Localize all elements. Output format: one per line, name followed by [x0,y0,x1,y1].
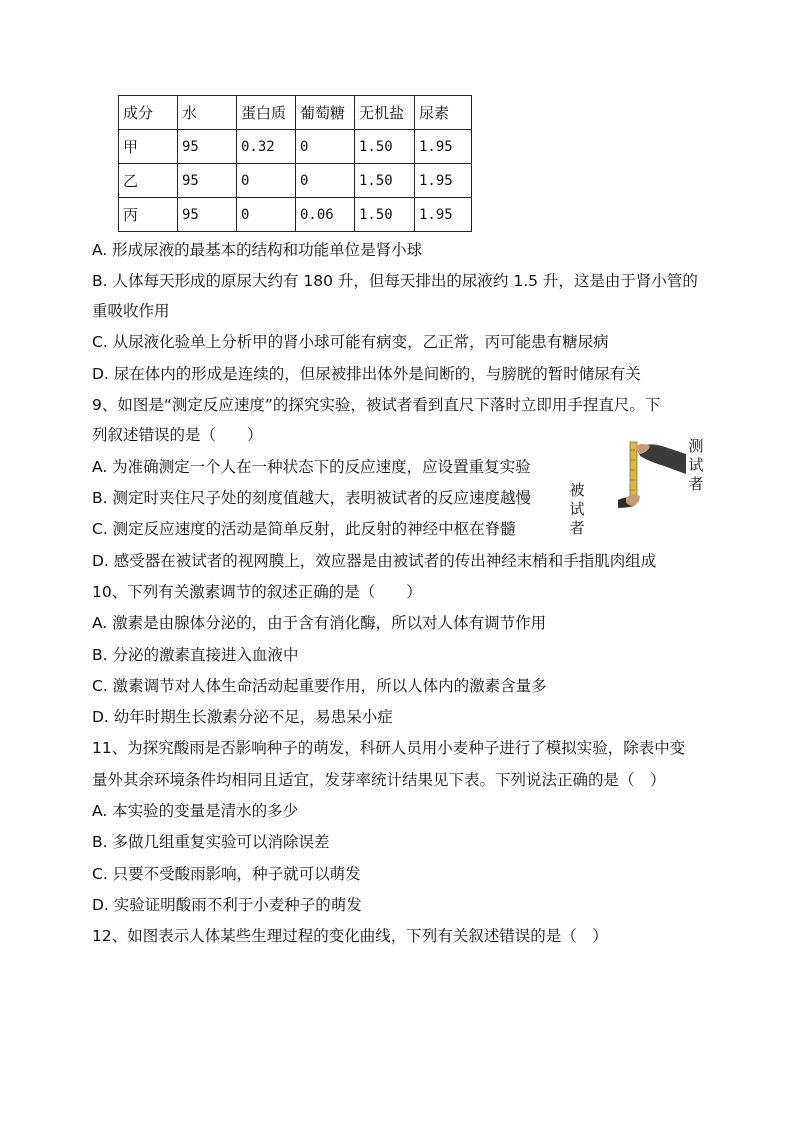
q11-stem: 11、为探究酸雨是否影响种子的萌发，科研人员用小麦种子进行了模拟实验，除表中变 [92,739,686,757]
table-cell: 0 [296,164,355,198]
q8-option-d: D. 尿在体内的形成是连续的，但尿被排出体外是间断的，与膀胱的暂时储尿有关 [92,365,641,383]
q12-stem: 12、如图表示人体某些生理过程的变化曲线，下列有关叙述错误的是（ ） [92,927,608,945]
label-subject: 被试者 [569,481,585,537]
q8-option-b: B. 人体每天形成的原尿大约有 180 升，但每天排出的尿液约 1.5 升，这是由于肾小管的 [92,272,698,290]
q10-option-b: B. 分泌的激素直接进入血液中 [92,646,299,664]
header-cell: 水 [178,96,237,130]
table-cell: 1.95 [415,198,472,232]
table-cell: 1.50 [355,198,415,232]
table-cell: 甲 [119,130,178,164]
table-cell: 0.06 [296,198,355,232]
table-cell: 0 [237,198,296,232]
q10-option-a: A. 激素是由腺体分泌的，由于含有消化酶，所以对人体有调节作用 [92,614,547,632]
q9-stem: 9、如图是“测定反应速度”的探究实验，被试者看到直尺下落时立即用手捏直尺。下 [92,396,661,414]
table-cell: 1.50 [355,164,415,198]
q9-option-c: C. 测定反应速度的活动是简单反射，此反射的神经中枢在脊髓 [92,520,516,538]
q9-option-b: B. 测定时夹住尺子处的刻度值越大，表明被试者的反应速度越慢 [92,489,531,507]
label-tester: 测试者 [688,437,704,493]
q8-option-c: C. 从尿液化验单上分析甲的肾小球可能有病变，乙正常，丙可能患有糖尿病 [92,333,609,351]
header-cell: 葡萄糖 [296,96,355,130]
header-cell: 成分 [119,96,178,130]
table-cell: 0 [237,164,296,198]
table-cell: 95 [178,198,237,232]
q9-stem-cont: 列叙述错误的是（ ） [92,426,263,444]
table-row [119,198,472,232]
q11-stem-cont: 量外其余环境条件均相同且适宜，发芽率统计结果见下表。下列说法正确的是（ ） [92,771,666,789]
q11-option-d: D. 实验证明酸雨不利于小麦种子的萌发 [92,896,362,914]
table-cell: 乙 [119,164,178,198]
q10-option-d: D. 幼年时期生长激素分泌不足，易患呆小症 [92,708,393,726]
table-cell: 1.95 [415,164,472,198]
subject-hand-shape [626,494,640,506]
table-cell: 0.32 [237,130,296,164]
q11-option-a: A. 本实验的变量是清水的多少 [92,802,299,820]
table-cell: 丙 [119,198,178,232]
table-cell: 95 [178,130,237,164]
table-header-row [119,96,472,130]
q10-stem: 10、下列有关激素调节的叙述正确的是（ ） [92,583,422,601]
q9-option-d: D. 感受器在被试者的视网膜上，效应器是由被试者的传出神经末梢和手指肌肉组成 [92,552,657,570]
table-cell: 95 [178,164,237,198]
q8-option-b-cont: 重吸收作用 [92,302,170,320]
urine-composition-table [118,95,472,232]
q11-option-c: C. 只要不受酸雨影响，种子就可以萌发 [92,865,361,883]
q9-option-a: A. 为准确测定一个人在一种状态下的反应速度，应设置重复实验 [92,458,531,476]
table-row [119,164,472,198]
q11-option-b: B. 多做几组重复实验可以消除误差 [92,833,330,851]
q10-option-c: C. 激素调节对人体生命活动起重要作用，所以人体内的激素含量多 [92,677,547,695]
table-cell: 1.50 [355,130,415,164]
header-cell: 尿素 [415,96,472,130]
header-cell: 无机盐 [355,96,415,130]
table-cell: 0 [296,130,355,164]
ruler-drop-experiment-figure [618,440,686,512]
table-cell: 1.95 [415,130,472,164]
header-cell: 蛋白质 [237,96,296,130]
q8-option-a: A. 形成尿液的最基本的结构和功能单位是肾小球 [92,241,423,259]
table-row [119,130,472,164]
ruler-shape [630,442,637,500]
